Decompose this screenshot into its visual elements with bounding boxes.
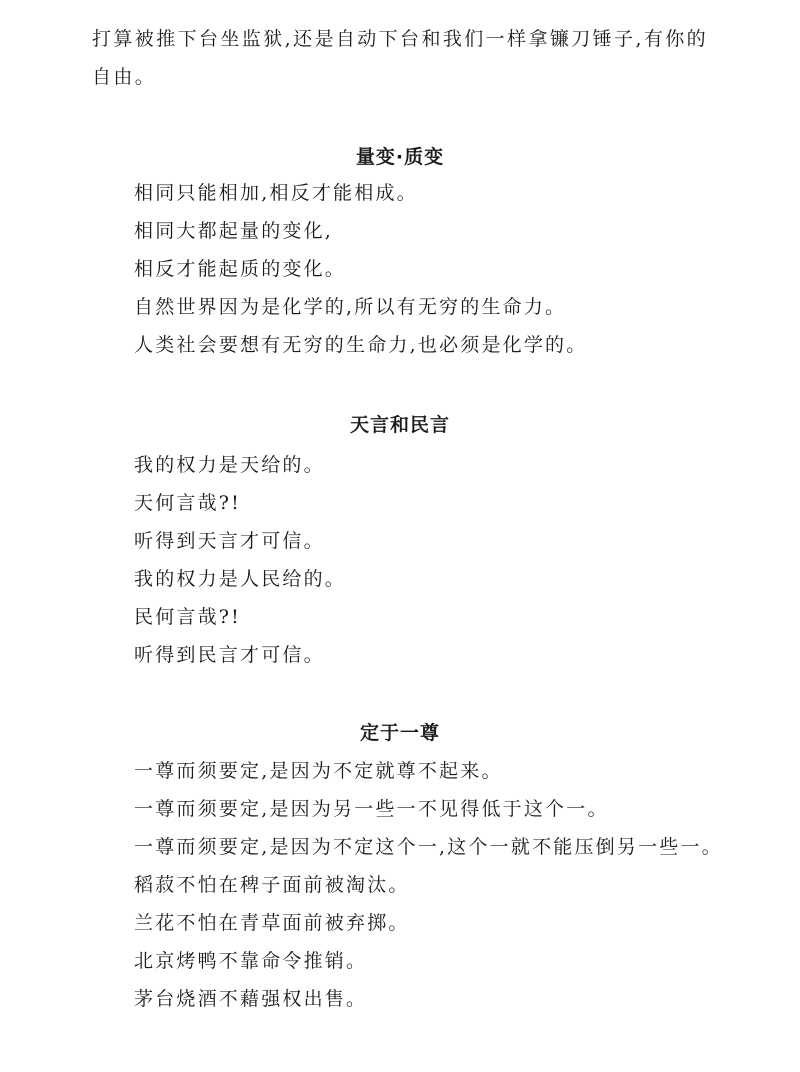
verse-line: 一尊而须要定,是因为不定就尊不起来。 [134,760,503,782]
verse-line: 茅台烧酒不藉强权出售。 [134,988,368,1010]
verse-line: 一尊而须要定,是因为另一些一不见得低于这个一。 [134,798,609,820]
intro-line-2: 自由。 [92,66,157,88]
section-title-one-supreme: 定于一尊 [359,722,440,744]
verse-line: 听得到天言才可信。 [134,530,325,552]
section-title-heaven-people: 天言和民言 [349,414,450,436]
verse-line: 兰花不怕在青草面前被弃掷。 [134,912,410,934]
verse-line: 北京烤鸭不靠命令推销。 [134,950,368,972]
verse-line: 天何言哉?! [134,492,242,514]
verse-line: 一尊而须要定,是因为不定这个一,这个一就不能压倒另一些一。 [134,836,723,858]
verse-line: 相同只能相加,相反才能相成。 [134,182,418,204]
section-title-quantity-quality: 量变·质变 [355,146,445,168]
verse-line: 自然世界因为是化学的,所以有无穷的生命力。 [134,296,567,318]
intro-line-1: 打算被推下台坐监狱,还是自动下台和我们一样拿镰刀锤子,有你的 [92,28,709,50]
verse-line: 相同大都起量的变化, [134,220,334,242]
verse-line: 稻菽不怕在稗子面前被淘汰。 [134,874,410,896]
verse-line: 我的权力是天给的。 [134,454,325,476]
verse-line: 我的权力是人民给的。 [134,568,347,590]
verse-line: 听得到民言才可信。 [134,644,325,666]
verse-line: 人类社会要想有无穷的生命力,也必须是化学的。 [134,334,588,356]
verse-line: 民何言哉?! [134,606,242,628]
verse-line: 相反才能起质的变化。 [134,258,347,280]
